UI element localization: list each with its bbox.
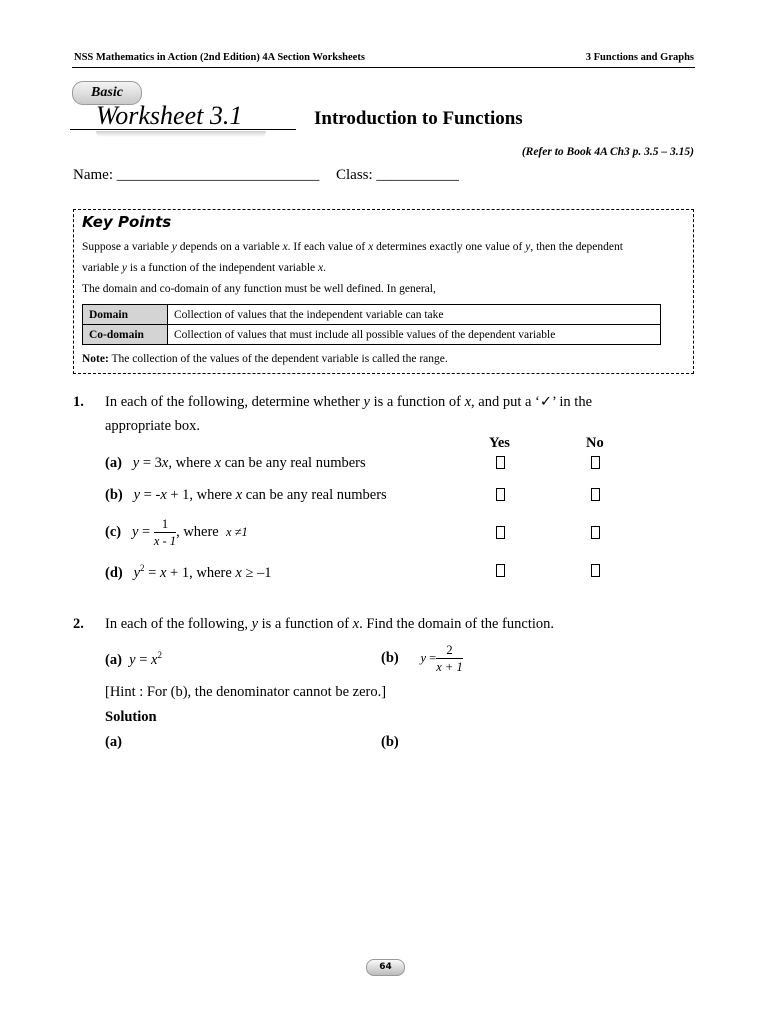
fraction: $\frac{2}{x + 1}$	[436, 643, 463, 674]
domain-codomain-table	[82, 304, 661, 345]
question-2-text: In each of the following, y is a function of x. Find the domain of the function.	[105, 616, 555, 632]
table-row	[83, 325, 661, 345]
question-1c: (c) y = $\frac{1}{x - 1}$ , where x ≠1	[105, 517, 248, 548]
title-underline	[70, 129, 296, 130]
class-field: Class: ___________	[336, 167, 459, 183]
q1d-yes-checkbox[interactable]	[496, 564, 505, 577]
header-left: NSS Mathematics in Action (2nd Edition) 4A Section Worksheets	[74, 52, 365, 63]
question-1-number: 1.	[73, 394, 84, 410]
q1b-no-checkbox[interactable]	[591, 488, 600, 501]
question-2-number: 2.	[73, 616, 84, 632]
solution-a-label: (a)	[105, 734, 122, 750]
table-row	[83, 305, 661, 325]
header-rule	[72, 67, 695, 68]
definition-cell: Collection of values that must include all possible values of the dependent variable	[168, 325, 661, 345]
question-2a: (a) $y = x^2$	[105, 650, 162, 668]
fraction: $\frac{1}{x - 1}$	[153, 517, 177, 548]
q1b-yes-checkbox[interactable]	[496, 488, 505, 501]
question-1b: (b) y = -x + 1, where x can be any real numbers	[105, 487, 387, 503]
name-field: Name: ___________________________	[73, 167, 320, 183]
page-number: 64	[366, 959, 405, 976]
worksheet-subtitle: Introduction to Functions	[314, 108, 523, 129]
level-badge: Basic	[72, 81, 142, 105]
definition-cell: Collection of values that the independent variable can take	[168, 305, 661, 325]
key-points-paragraph-2: variable y is a function of the independent variable x.	[82, 262, 326, 274]
book-reference: (Refer to Book 4A Ch3 p. 3.5 – 3.15)	[521, 146, 694, 158]
question-1d: (d) $y^2 = x + 1$, where x ≥ –1	[105, 563, 272, 581]
q1c-yes-checkbox[interactable]	[496, 526, 505, 539]
q1a-yes-checkbox[interactable]	[496, 456, 505, 469]
question-1-text: In each of the following, determine whether y is a function of x, and put a ‘✓’ in the	[105, 394, 593, 410]
term-cell: Domain	[83, 305, 168, 325]
q1d-no-checkbox[interactable]	[591, 564, 600, 577]
q1a-no-checkbox[interactable]	[591, 456, 600, 469]
question-1a: (a) y = 3x, where x can be any real numbers	[105, 455, 366, 471]
no-column-header: No	[586, 435, 604, 451]
key-points-note: Note: The collection of the values of the dependent variable is called the range.	[82, 353, 448, 365]
q1c-no-checkbox[interactable]	[591, 526, 600, 539]
solution-b-label: (b)	[381, 734, 399, 750]
term-cell: Co-domain	[83, 325, 168, 345]
key-points-paragraph-1: Suppose a variable y depends on a variable x. If each value of x determines exactly one value of y, then the dependent	[82, 241, 623, 253]
yes-column-header: Yes	[489, 435, 510, 451]
solution-answer-area[interactable]	[73, 760, 696, 940]
question-2b: (b) y = $\frac{2}{x + 1}$	[381, 643, 463, 674]
key-points-paragraph-3: The domain and co-domain of any function must be well defined. In general,	[82, 283, 436, 295]
question-1-text-line2: appropriate box.	[105, 418, 201, 434]
solution-heading: Solution	[105, 709, 157, 725]
header-right: 3 Functions and Graphs	[585, 52, 694, 63]
key-points-title: Key Points	[82, 213, 172, 231]
question-2-hint: [Hint : For (b), the denominator cannot be zero.]	[105, 684, 387, 700]
worksheet-title: Worksheet 3.1	[96, 101, 243, 130]
title-shadow	[96, 131, 266, 137]
